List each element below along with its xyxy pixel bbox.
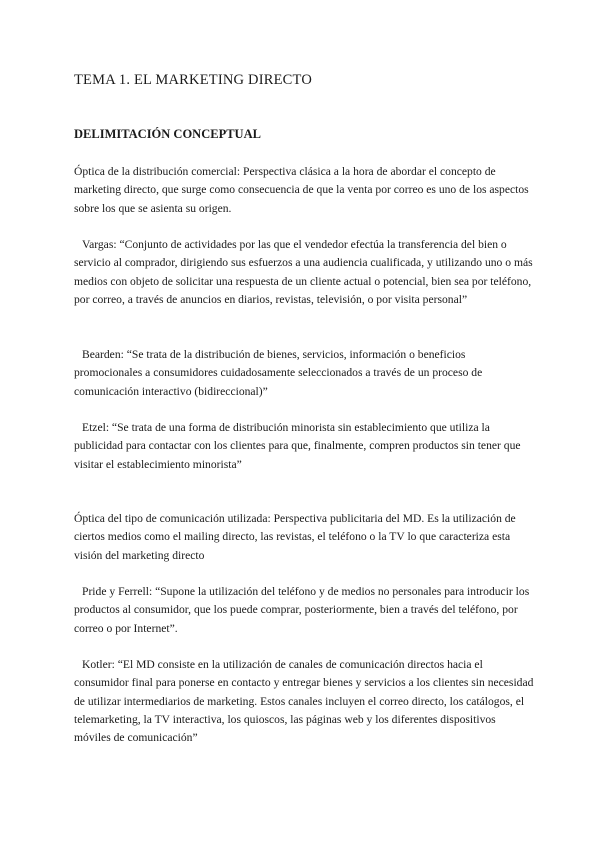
paragraph-etzel-quote: Etzel: “Se trata de una forma de distribución minorista sin establecimiento que utiliza la publicidad para contactar con los clientes para que, finalmente, compren productos sin tener que visitar el establecimiento minorista” — [74, 421, 521, 471]
paragraph-communication-optics: Óptica del tipo de comunicación utilizada: Perspectiva publicitaria del MD. Es la utilización de ciertos medios como el mailing directo, las revistas, el teléfono o la TV lo que caracteriza esta visión del marketing directo — [74, 512, 516, 562]
paragraph-vargas-quote: Vargas: “Conjunto de actividades por las que el vendedor efectúa la transferencia del bien o servicio al comprador, dirigiendo sus esfuerzos a una audiencia cualificada, y utilizando uno o más medios con objeto de solicitar una respuesta de un cliente actual o potencial, bien sea por teléfono, por correo, a través de anuncios en diarios, revistas, televisión, o por visita personal” — [74, 238, 533, 306]
section-heading: DELIMITACIÓN CONCEPTUAL — [74, 127, 261, 141]
paragraph-bearden-quote: Bearden: “Se trata de la distribución de bienes, servicios, información o beneficios promocionales a consumidores cuidadosamente seleccionados a través de un proceso de comunicación interactivo (bidireccional)” — [74, 348, 483, 398]
paragraph-distribution-optics: Óptica de la distribución comercial: Perspectiva clásica a la hora de abordar el concepto de marketing directo, que surge como consecuencia de que la venta por correo es uno de los aspectos sobre los que se asienta su origen. — [74, 165, 529, 215]
document-title: TEMA 1. EL MARKETING DIRECTO — [74, 72, 312, 88]
paragraph-pride-ferrell-quote: Pride y Ferrell: “Supone la utilización del teléfono y de medios no personales para introducir los productos al consumidor, que los puede comprar, posteriormente, bien a través del teléfono, por correo o por Internet”. — [74, 585, 530, 635]
paragraph-kotler-quote: Kotler: “El MD consiste en la utilización de canales de comunicación directos hacia el consumidor final para ponerse en contacto y entregar bienes y servicios a los clientes sin necesidad de utilizar intermediarios de marketing. Estos canales incluyen el correo directo, los catálogos, el telemarketing, la TV interactiva, los quioscos, las páginas web y los diferentes dispositivos móviles de comunicación” — [74, 658, 534, 745]
